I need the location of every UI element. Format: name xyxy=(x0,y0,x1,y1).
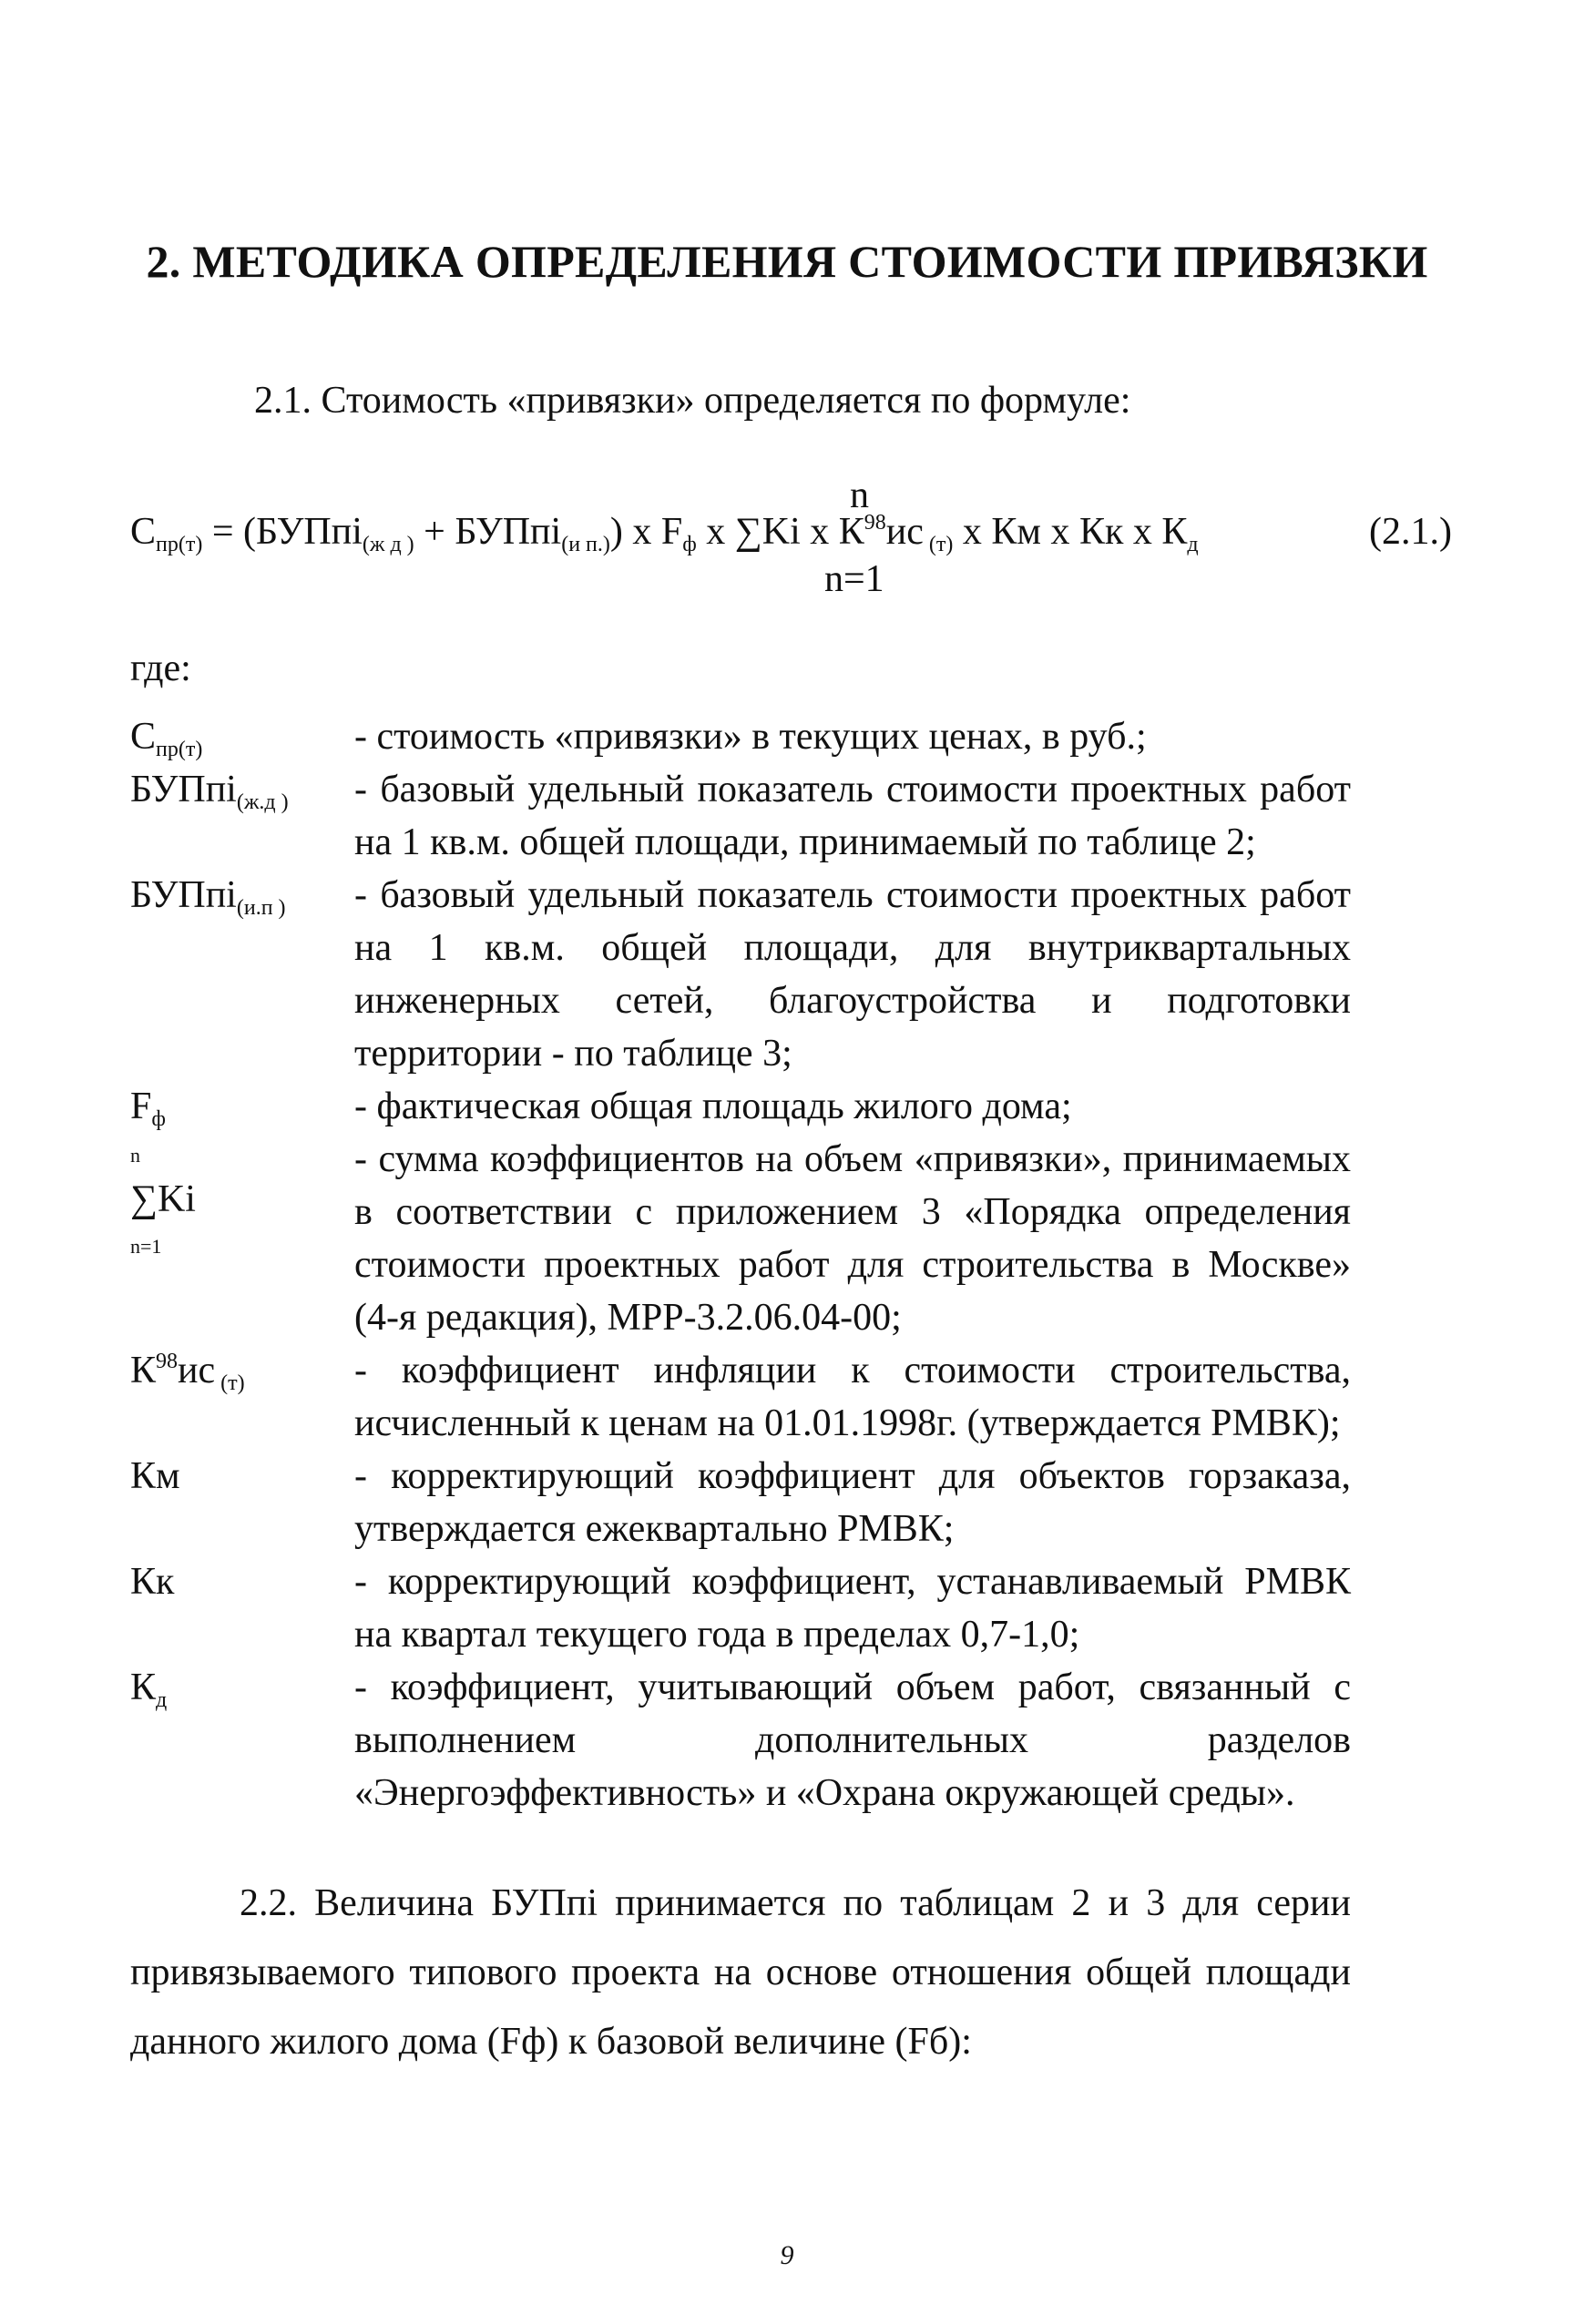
term-mid: ис xyxy=(178,1350,216,1391)
formula-sub-t: (т) xyxy=(923,533,954,556)
definition-desc: - фактическая общая площадь жилого дома; xyxy=(354,1086,1072,1127)
definition-row xyxy=(130,710,1351,763)
term-sub: (т) xyxy=(215,1371,245,1395)
definition-row xyxy=(130,1080,1351,1133)
term-base: БУПпi xyxy=(130,874,237,916)
formula-part-5: х Км х Кк х К xyxy=(953,511,1188,553)
definition-row xyxy=(130,1661,1351,1819)
definition-term xyxy=(130,1555,354,1661)
definition-term xyxy=(130,869,354,1080)
term-sub: (и.п ) xyxy=(236,896,286,920)
term-base: Кк xyxy=(130,1561,175,1603)
sum-lower-limit: n=1 xyxy=(130,1235,162,1258)
formula-c-sub: пр(т) xyxy=(156,533,203,556)
where-label: где: xyxy=(130,647,191,689)
paragraph-2-2: 2.2. Величина БУПпi принимается по таблицам 2 и 3 для серии привязываемого типового проекта на основе отношения общей площади данного жилого дома (Fф) к базовой величине (Fб): xyxy=(130,1882,1351,2063)
definition-term xyxy=(130,1080,354,1133)
term-base: Км xyxy=(130,1455,180,1497)
definition-desc: - корректирующий коэффициент, устанавливаемый РМВК на квартал текущего года в пределах 0,7-1,0; xyxy=(354,1561,1351,1656)
term-base: БУПпi xyxy=(130,769,237,810)
formula-2-1 xyxy=(130,474,1451,610)
definition-desc: - стоимость «привязки» в текущих ценах, в руб.; xyxy=(354,716,1147,758)
definition-term xyxy=(130,1450,354,1555)
term-sub: д xyxy=(156,1688,168,1712)
sum-symbol: ∑Ki xyxy=(130,1178,196,1220)
formula-sub-d: д xyxy=(1187,533,1199,556)
term-base: C xyxy=(130,716,157,758)
definition-desc: - базовый удельный показатель стоимости проектных работ на 1 кв.м. общей площади, для внутриквартальных инженерных сетей, благоустройства и подготовки территории - по таблице 3; xyxy=(354,874,1351,1075)
term-base: F xyxy=(130,1086,152,1127)
term-sub: ф xyxy=(151,1107,166,1131)
formula-part-1: = (БУПпi xyxy=(202,511,363,553)
definition-term xyxy=(130,1661,354,1819)
formula-sum-lower-limit: n=1 xyxy=(824,558,884,600)
term-base: К xyxy=(130,1350,157,1391)
definition-row xyxy=(130,1450,1351,1555)
term-sub: (ж.д ) xyxy=(236,790,289,814)
section-heading: 2. МЕТОДИКА ОПРЕДЕЛЕНИЯ СТОИМОСТИ ПРИВЯЗКИ xyxy=(146,236,1428,287)
definition-row xyxy=(130,1133,1351,1344)
page-number: 9 xyxy=(780,2240,794,2270)
definition-desc: - сумма коэффициентов на объем «привязки», принимаемых в соответствии с приложением 3 «Порядка определения стоимости проектных работ для строительства в Москве» (4-я редакция), МРР-3.2.06.04-00; xyxy=(354,1138,1351,1339)
definition-term xyxy=(130,1344,354,1450)
term-sub: пр(т) xyxy=(156,738,203,761)
definitions-list xyxy=(130,710,1351,1819)
paragraph-2-1: 2.1. Стоимость «привязки» определяется по формуле: xyxy=(254,380,1131,422)
formula-part-4: х ∑Ki х К xyxy=(696,511,864,553)
formula-sum-upper-limit: n xyxy=(850,474,869,516)
definition-desc: - коэффициент инфляции к стоимости строительства, исчисленный к ценам на 01.01.1998г. (утверждается РМВК); xyxy=(354,1350,1351,1444)
formula-sub-2: (и п.) xyxy=(561,533,610,556)
sum-upper-limit: n xyxy=(130,1144,140,1167)
definition-desc: - базовый удельный показатель стоимости проектных работ на 1 кв.м. общей площади, принимаемый по таблице 2; xyxy=(354,769,1351,863)
formula-sub-f: ф xyxy=(682,533,697,556)
formula-sub-1: (ж д ) xyxy=(362,533,414,556)
definition-desc: - коэффициент, учитывающий объем работ, связанный с выполнением дополнительных разделов «Энергоэффективность» и «Охрана окружающей среды». xyxy=(354,1667,1351,1814)
formula-expression xyxy=(130,510,1199,554)
definition-term-sum xyxy=(130,1133,354,1344)
definition-term xyxy=(130,763,354,869)
definition-term xyxy=(130,710,354,763)
formula-number: (2.1.) xyxy=(1369,511,1452,553)
term-sup: 98 xyxy=(156,1350,179,1373)
definition-row xyxy=(130,869,1351,1080)
term-base: К xyxy=(130,1667,157,1708)
formula-part-is: ис xyxy=(885,511,924,553)
formula-sup-98: 98 xyxy=(864,511,886,535)
formula-c: C xyxy=(130,511,157,553)
definition-row xyxy=(130,1555,1351,1661)
definition-desc: - корректирующий коэффициент для объектов горзаказа, утверждается ежеквартально РМВК; xyxy=(354,1455,1351,1550)
formula-part-2: + БУПпi xyxy=(414,511,562,553)
definition-row xyxy=(130,763,1351,869)
formula-part-3: ) х F xyxy=(609,511,683,553)
definition-row xyxy=(130,1344,1351,1450)
